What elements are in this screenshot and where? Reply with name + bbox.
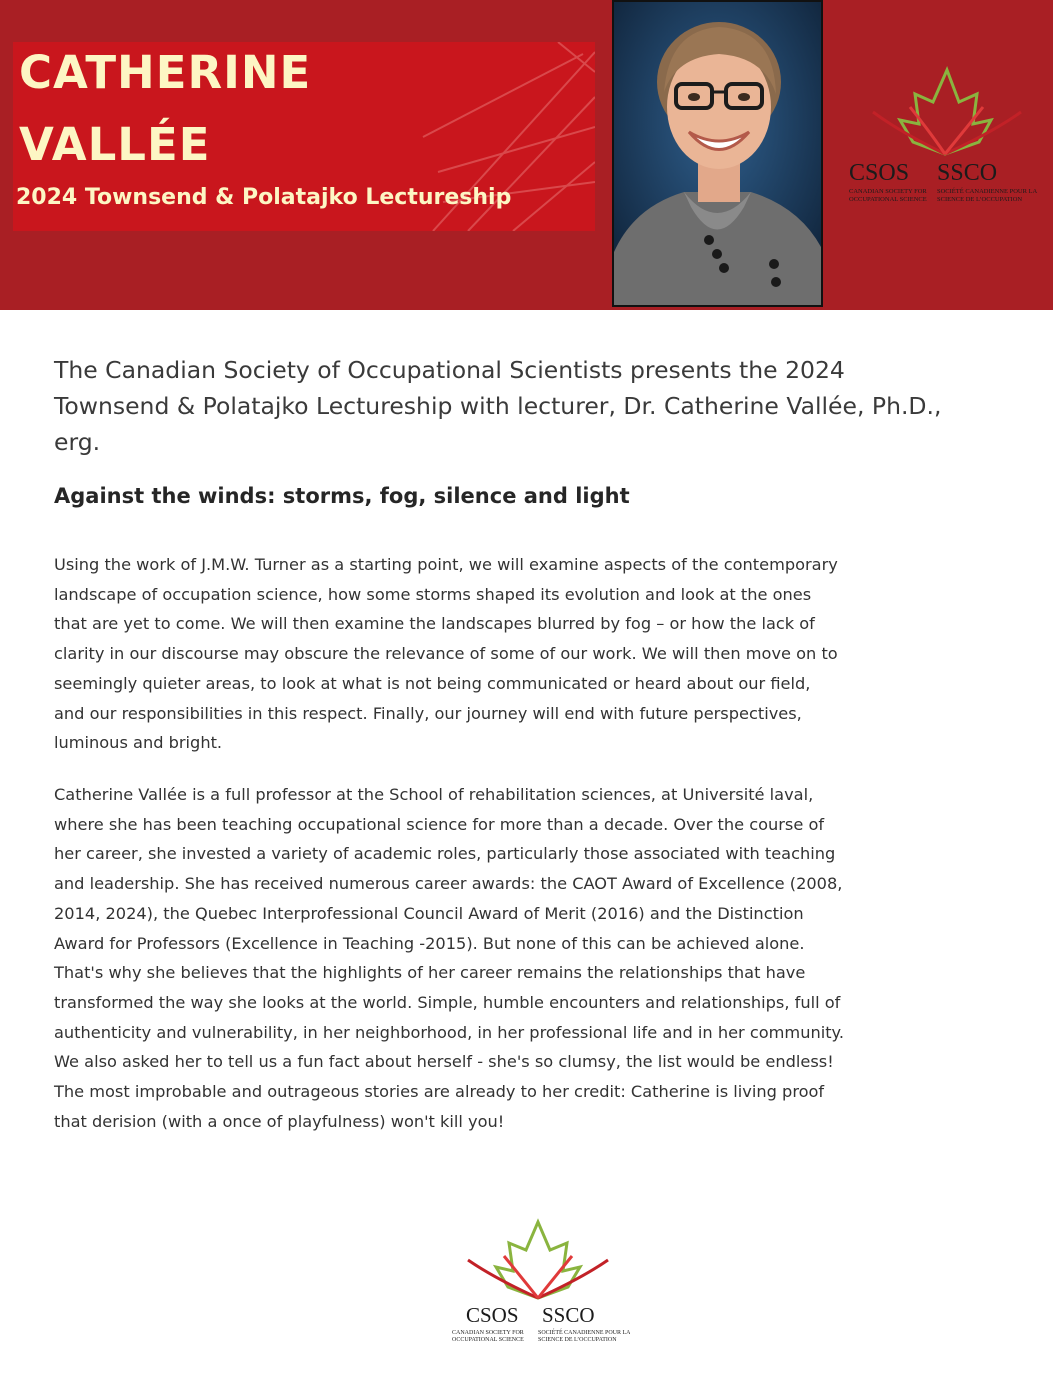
csos-ssco-logo-header xyxy=(845,62,1050,212)
name-line-2: VALLÉE xyxy=(19,118,211,171)
logo-name-en-2: OCCUPATIONAL SCIENCE xyxy=(452,1337,524,1343)
lecture-title: Against the winds: storms, fog, silence and light xyxy=(54,484,630,508)
logo-acronym-fr: SSCO xyxy=(937,160,998,186)
logo-acronym-fr: SSCO xyxy=(542,1303,595,1327)
csos-ssco-logo-footer xyxy=(446,1216,630,1350)
logo-name-fr-1: SOCIÉTÉ CANADIENNE POUR LA xyxy=(937,188,1038,195)
logo-name-en-1: CANADIAN SOCIETY FOR xyxy=(452,1330,524,1336)
intro-paragraph: The Canadian Society of Occupational Scientists presents the 2024 Townsend & Polatajko Lectureship with lecturer, Dr. Catherine Vallée, Ph.D., erg. xyxy=(54,356,942,456)
name-line-1: CATHERINE xyxy=(19,46,312,99)
logo-acronym-en: CSOS xyxy=(466,1303,519,1327)
title-box xyxy=(13,42,595,231)
lectureship-subtitle: 2024 Townsend & Polatajko Lectureship xyxy=(16,185,512,210)
maple-leaf-icon xyxy=(873,70,1021,154)
lecture-abstract: Using the work of J.M.W. Turner as a starting point, we will examine aspects of the contemporary landscape of occupation science, how some storms shaped its evolution and look at the ones that are yet to come. We will then examine the landscapes blurred by fog – or how the lack of clarity in our discourse may obscure the relevance of some of our work. We will then move on to seemingly quieter areas, to look at what is not being communicated or heard about our field, and our responsibilities in this respect. Finally, our journey will end with future perspectives, luminous and bright. xyxy=(54,555,838,753)
logo-name-en-1: CANADIAN SOCIETY FOR xyxy=(849,188,927,195)
portrait-illustration xyxy=(614,2,821,305)
logo-acronym-en: CSOS xyxy=(849,160,910,186)
portrait-photo xyxy=(612,0,823,307)
logo-name-fr-1: SOCIÉTÉ CANADIENNE POUR LA xyxy=(538,1330,630,1336)
logo-name-fr-2: SCIENCE DE L’OCCUPATION xyxy=(538,1337,617,1343)
lecturer-biography: Catherine Vallée is a full professor at the School of rehabilitation sciences, at Université laval, where she has been teaching occupational science for more than a decade. Over the course of her career, she invested a variety of academic roles, particularly those associated with teaching and leadership. She has received numerous career awards: the CAOT Award of Excellence (2008, 2014, 2024), the Quebec Interprofessional Council Award of Merit (2016) and the Distinction Award for Professors (Excellence in Teaching -2015). But none of this can be achieved alone. That's why she believes that the highlights of her career remains the relationships that have transformed the way she looks at the world. Simple, humble encounters and relationships, full of authenticity and vulnerability, in her neighborhood, in her professional life and in her community. We also asked her to tell us a fun fact about herself - she's so clumsy, the list would be endless! The most improbable and outrageous stories are already to her credit: Catherine is living proof that derision (with a once of playfulness) won't kill you! xyxy=(54,785,844,1131)
logo-name-en-2: OCCUPATIONAL SCIENCE xyxy=(849,196,927,203)
header-banner xyxy=(0,0,1053,310)
maple-leaf-icon xyxy=(468,1222,608,1298)
logo-name-fr-2: SCIENCE DE L’OCCUPATION xyxy=(937,196,1023,203)
